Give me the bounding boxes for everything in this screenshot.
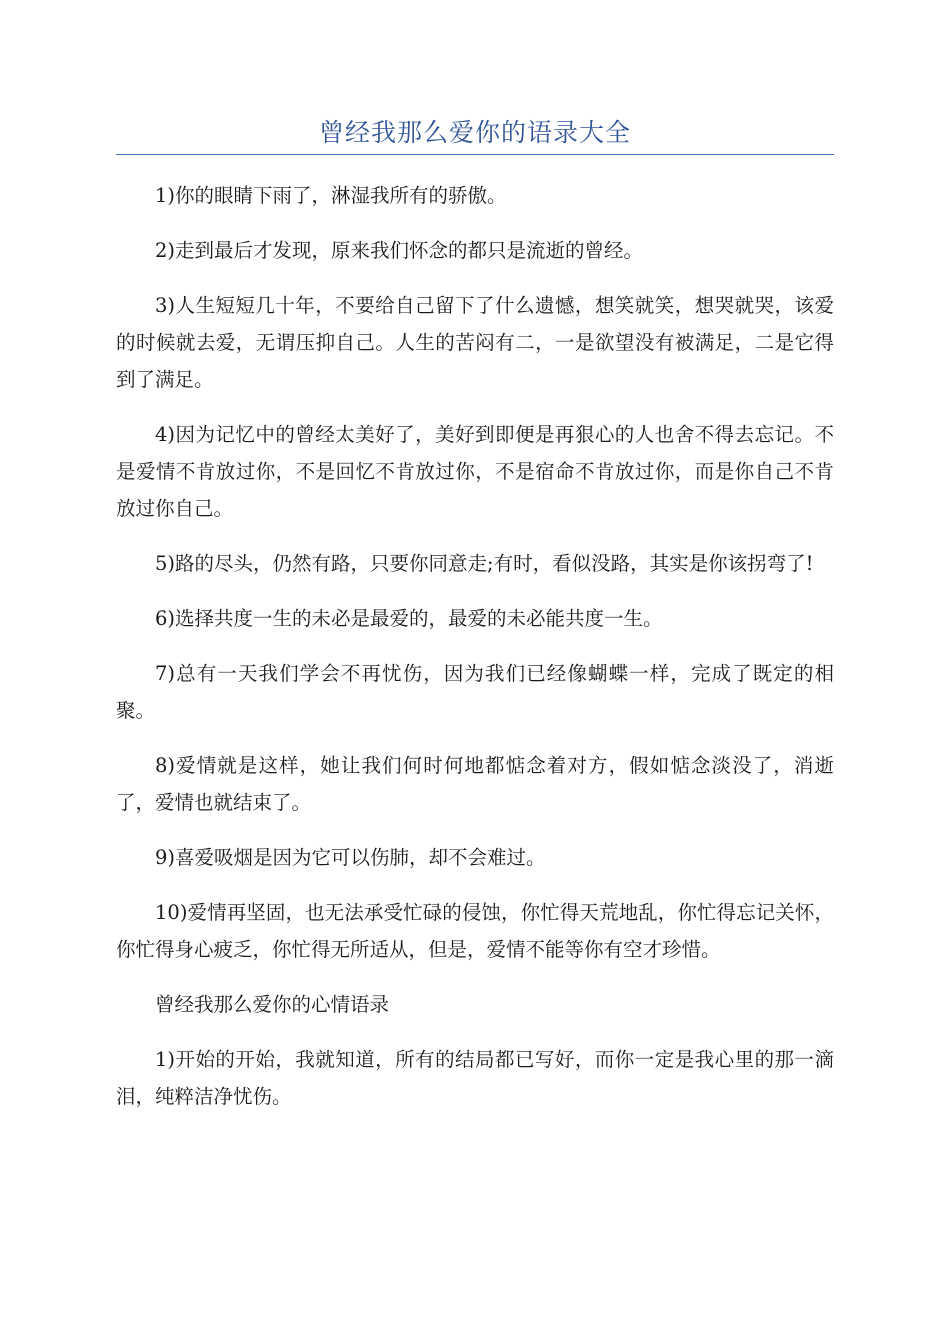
paragraph-4: 4)因为记忆中的曾经太美好了，美好到即便是再狠心的人也舍不得去忘记。不是爱情不肯放过你，不是回忆不肯放过你，不是宿命不肯放过你，而是你自己不肯放过你自己。	[116, 423, 834, 520]
paragraph-2: 2)走到最后才发现，原来我们怀念的都只是流逝的曾经。	[155, 239, 644, 262]
paragraph-6: 6)选择共度一生的未必是最爱的，最爱的未必能共度一生。	[155, 607, 663, 630]
paragraph-10: 10)爱情再坚固，也无法承受忙碌的侵蚀，你忙得天荒地乱，你忙得忘记关怀，你忙得身心疲乏，你忙得无所适从，但是，爱情不能等你有空才珍惜。	[116, 901, 834, 961]
document-title: 曾经我那么爱你的语录大全	[318, 118, 631, 147]
paragraph-8: 8)爱情就是这样，她让我们何时何地都惦念着对方，假如惦念淡没了，消逝了，爱情也就结束了。	[116, 754, 834, 814]
paragraph-5: 5)路的尽头，仍然有路，只要你同意走;有时，看似没路，其实是你该拐弯了!	[155, 552, 814, 575]
paragraph-1: 1)你的眼睛下雨了，淋湿我所有的骄傲。	[155, 184, 507, 207]
paragraph-11: 1)开始的开始，我就知道，所有的结局都已写好，而你一定是我心里的那一滴泪，纯粹洁净忧伤。	[116, 1048, 834, 1108]
paragraph-9: 9)喜爱吸烟是因为它可以伤肺，却不会难过。	[155, 846, 546, 869]
paragraph-7: 7)总有一天我们学会不再忧伤，因为我们已经像蝴蝶一样，完成了既定的相聚。	[116, 662, 834, 722]
title-underline	[116, 154, 834, 155]
section-heading: 曾经我那么爱你的心情语录	[155, 993, 390, 1016]
paragraph-3: 3)人生短短几十年，不要给自己留下了什么遗憾，想笑就笑，想哭就哭，该爱的时候就去爱，无谓压抑自己。人生的苦闷有二，一是欲望没有被满足，二是它得到了满足。	[116, 294, 834, 391]
document-body	[116, 177, 834, 1133]
